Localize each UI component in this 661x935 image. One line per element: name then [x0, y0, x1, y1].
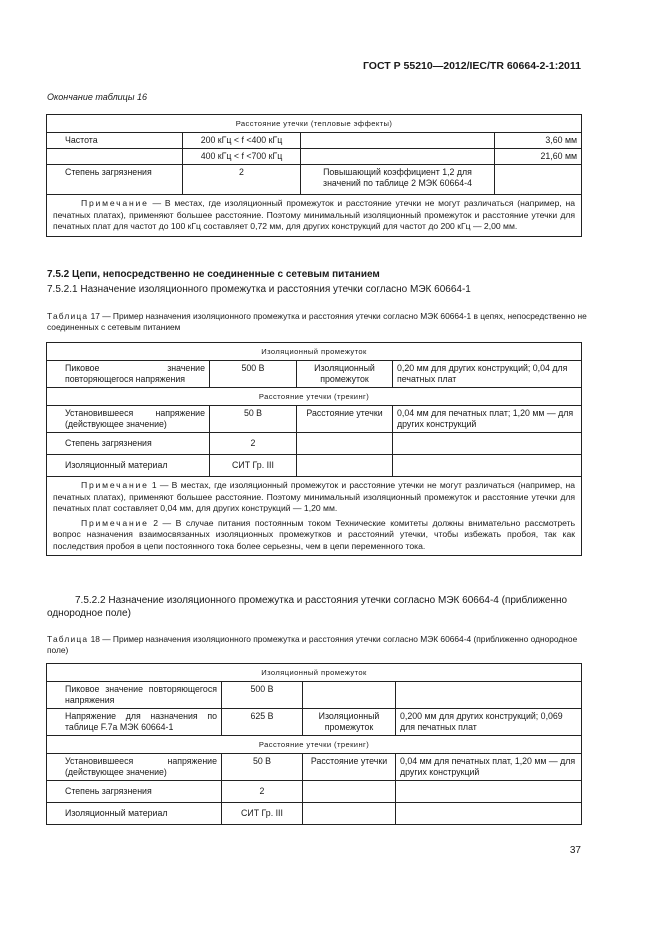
table-cell: Пиковое значение повторяющегося напряжения [47, 361, 210, 388]
table-cell [303, 781, 396, 803]
table-row [47, 682, 582, 709]
table-section-header: Расстояние утечки (тепловые эффекты) [47, 115, 582, 133]
table-cell: Изоляционный материал [47, 455, 210, 477]
table-cell: 3,60 мм [495, 133, 582, 149]
table-notes [47, 477, 582, 556]
table-cell [297, 433, 393, 455]
table-row [47, 406, 582, 433]
table-cell: 500 В [222, 682, 303, 709]
table-section-header: Расстояние утечки (трекинг) [47, 736, 582, 754]
table-row [47, 709, 582, 736]
table-cell: Установившееся напряжение (действующее значение) [47, 406, 210, 433]
table-continuation-label: Окончание таблицы 16 [47, 92, 147, 102]
table-cell [301, 133, 495, 149]
subsection-heading: 7.5.2.1 Назначение изоляционного промежутка и расстояния утечки согласно МЭК 60664-1 [47, 284, 471, 295]
table-cell [393, 455, 582, 477]
table-cell: СИТ Гр. III [210, 455, 297, 477]
table-cell: Частота [47, 133, 183, 149]
table-caption [47, 311, 587, 333]
table-note [47, 195, 582, 237]
table-row [47, 165, 582, 195]
table-cell: Установившееся напряжение (действующее значение) [47, 754, 222, 781]
table-row [47, 149, 582, 165]
table-cell [303, 803, 396, 825]
table-cell: 200 кГц < f <400 кГц [183, 133, 301, 149]
table-cell: СИТ Гр. III [222, 803, 303, 825]
table-cell: 50 В [222, 754, 303, 781]
note-text: — В местах, где изоляционный промежуток и расстояние утечки не могут различаться (например, на печатных платах), применяют большее расстояние. Поэтому минимальный изоляционный промежуток и расстояние утечки для печатных плат для частот до 100 кГц составляет 0,72 мм, для других конструкций для частот до 200 кГц — 2,00 мм. [53, 198, 576, 231]
table-cell: 0,20 мм для других конструкций; 0,04 для печатных плат [393, 361, 582, 388]
table-cell: 0,200 мм для других конструкций; 0,069 для печатных плат [396, 709, 582, 736]
table-cell: 2 [183, 165, 301, 195]
note-label: Примечание [81, 480, 149, 490]
note-label: Примечание [81, 198, 149, 208]
table-cell: Степень загрязнения [47, 433, 210, 455]
table-caption [47, 634, 587, 656]
page-number: 37 [569, 845, 581, 856]
table-row [47, 803, 582, 825]
table-cell: 2 [222, 781, 303, 803]
table-cell: Повышающий коэффициент 1,2 для значений по таблице 2 МЭК 60664-4 [301, 165, 495, 195]
table-row [47, 361, 582, 388]
table-cell: Напряжение для назначения по таблице F.7a МЭК 60664-1 [47, 709, 222, 736]
table-row [47, 754, 582, 781]
caption-text: 18 — Пример назначения изоляционного промежутка и расстояния утечки согласно МЭК 60664-4 (приближенно однородное поле) [47, 634, 578, 655]
table-row [47, 781, 582, 803]
note-text: 2 — В случае питания постоянным током Технические комитеты должны внимательно рассмотреть вопрос назначения взаимосвязанных изоляционных промежутков и расстояний утечки, чтобы избежать пробоя, так как последствия пробоя в цепи постоянного тока более серьезны, чем в цепи переменного тока. [53, 517, 576, 551]
table-cell [495, 165, 582, 195]
table-cell [301, 149, 495, 165]
note-label: Примечание [81, 517, 149, 528]
table-cell: Степень загрязнения [47, 165, 183, 195]
table-cell: Изоляционный промежуток [303, 709, 396, 736]
table-section-header: Расстояние утечки (трекинг) [47, 388, 582, 406]
table-cell [303, 682, 396, 709]
table-cell: Изоляционный материал [47, 803, 222, 825]
caption-label: Таблица [47, 311, 89, 321]
table-16 [46, 114, 582, 237]
caption-label: Таблица [47, 634, 89, 644]
table-cell: Степень загрязнения [47, 781, 222, 803]
table-cell: 400 кГц < f <700 кГц [183, 149, 301, 165]
caption-text: 17 — Пример назначения изоляционного промежутка и расстояния утечки согласно МЭК 60664-1 в цепях, непосредственно не соединенных с сетевым питанием [47, 311, 587, 332]
table-cell: 625 В [222, 709, 303, 736]
table-17 [46, 342, 582, 556]
subsection-paragraph: 7.5.2.2 Назначение изоляционного промежутка и расстояния утечки согласно МЭК 60664-4 (приближенно однородное поле) [47, 595, 568, 619]
table-row [47, 433, 582, 455]
table-cell: Расстояние утечки [303, 754, 396, 781]
table-cell [47, 149, 183, 165]
table-row [47, 455, 582, 477]
table-cell: 2 [210, 433, 297, 455]
table-cell: Пиковое значение повторяющегося напряжения [47, 682, 222, 709]
table-cell: 0,04 мм для печатных плат; 1,20 мм — для других конструкций [393, 406, 582, 433]
note-text: 1 — В местах, где изоляционный промежуток и расстояние утечки не могут различаться (например, на печатных платах), применяют большее расстояние. Поэтому минимальный изоляционный промежуток и расстояние утечки для печатных плат составляет 0,04 мм, для других конструкций — 1,20 мм. [53, 480, 576, 513]
table-cell: Изоляционный промежуток [297, 361, 393, 388]
table-cell [396, 781, 582, 803]
table-18 [46, 663, 582, 825]
table-cell: 500 В [210, 361, 297, 388]
table-cell [396, 803, 582, 825]
table-cell: 21,60 мм [495, 149, 582, 165]
table-cell: 50 В [210, 406, 297, 433]
table-section-header: Изоляционный промежуток [47, 343, 582, 361]
table-cell [297, 455, 393, 477]
document-header: ГОСТ Р 55210—2012/IEC/TR 60664-2-1:2011 [362, 60, 581, 72]
table-cell [396, 682, 582, 709]
table-section-header: Изоляционный промежуток [47, 664, 582, 682]
table-row [47, 133, 582, 149]
table-cell: 0,04 мм для печатных плат, 1,20 мм — для других конструкций [396, 754, 582, 781]
table-cell [393, 433, 582, 455]
section-heading: 7.5.2 Цепи, непосредственно не соединенные с сетевым питанием [47, 269, 380, 280]
table-cell: Расстояние утечки [297, 406, 393, 433]
